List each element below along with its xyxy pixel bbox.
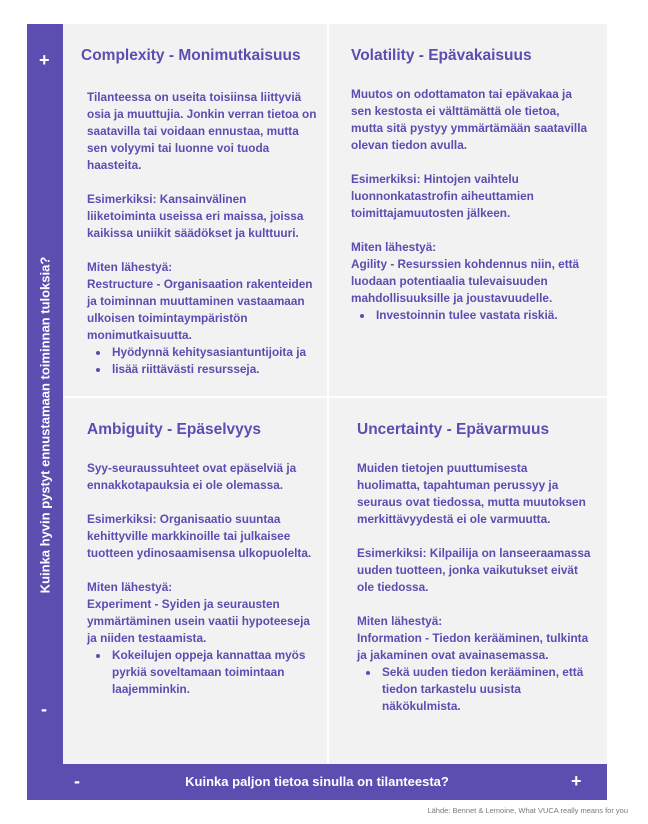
quadrant-description: Muiden tietojen puuttumisesta huolimatta, tapahtuman perussyy ja seuraus ovat tiedossa, mutta muutoksen merkittävyydestä ei ole varmuutta. (357, 461, 586, 526)
quadrant-volatility (329, 24, 607, 396)
approach-label: Miten lähestyä: (357, 614, 443, 628)
x-axis-minus: - (74, 771, 80, 791)
example-label: Esimerkiksi: (87, 512, 157, 526)
quadrant-title: Complexity - Monimutkaisuus (81, 47, 301, 64)
bullet-list (81, 344, 317, 378)
list-item: • Hyödynnä kehitysasiantuntijoita ja (110, 344, 317, 361)
example-label: Esimerkiksi: (87, 192, 157, 206)
quadrant-approach (81, 259, 317, 344)
bullet-list (87, 647, 317, 698)
list-item: • Sekä uuden tiedon kerääminen, että tiedon tarkastelu uusista näkökulmista. (380, 664, 593, 715)
quadrant-description: Syy-seuraussuhteet ovat epäselviä ja ennakkotapauksia ei ole olemassa. (87, 461, 297, 492)
quadrant-approach (87, 579, 317, 647)
quadrant-title: Uncertainty - Epävarmuus (357, 421, 550, 438)
quadrant-ambiguity (63, 398, 327, 764)
quadrant-description: Muutos on odottamaton tai epävakaa ja sen kestosta ei välttämättä ole tietoa, mutta sitä pystyy ymmärtämään saatavilla olevan tiedon avulla. (351, 87, 588, 152)
quadrant-description: Tilanteessa on useita toisiinsa liittyviä osia ja muuttujia. Jonkin verran tietoa on saatavilla tai voidaan ennustaa, mutta sen volyymi tai luonne voi tuoda haasteita. (87, 90, 317, 172)
x-axis-bar (27, 764, 607, 800)
x-axis-plus: + (571, 771, 582, 791)
example-label: Esimerkiksi: (357, 546, 427, 560)
quadrant-example (357, 545, 593, 596)
example-label: Esimerkiksi: (351, 172, 421, 186)
approach-text: Information - Tiedon kerääminen, tulkinta ja jakaminen ovat avainasemassa. (357, 631, 589, 662)
approach-label: Miten lähestyä: (87, 260, 173, 274)
source-citation: Lähde: Bennet & Lemoine, What VUCA really means for you (427, 806, 628, 815)
list-item: • Kokeilujen oppeja kannattaa myös pyrkiä soveltamaan toimintaan laajemminkin. (110, 647, 317, 698)
y-axis-label: Kuinka hyvin pystyt ennustamaan toiminnan tuloksia? (37, 256, 53, 594)
quadrant-title: Volatility - Epävakaisuus (351, 47, 532, 64)
example-text: Hintojen vaihtelu luonnonkatastrofin aiheuttamien toimittajamuutosten jälkeen. (351, 172, 534, 220)
quadrant-example (351, 171, 593, 222)
approach-label: Miten lähestyä: (87, 580, 173, 594)
approach-text: Agility - Resurssien kohdennus niin, että luodaan potentiaalia tulevaisuuden mahdollisuuksille ja joustavuudelle. (351, 257, 580, 305)
bullet-list (357, 664, 593, 715)
y-axis-plus: + (39, 50, 50, 70)
approach-label: Miten lähestyä: (351, 240, 437, 254)
approach-text: Experiment - Syiden ja seurausten ymmärtäminen usein vaatii hypoteeseja ja niiden testaamista. (87, 597, 310, 645)
quadrant-approach (357, 613, 593, 664)
approach-text: Restructure - Organisaation rakenteiden ja toiminnan muuttaminen vastaamaan ulkoisen toimintaympäristön monimutkaisuutta. (87, 277, 313, 342)
list-item: • lisää riittävästi resursseja. (110, 361, 317, 378)
example-text: Kilpailija on lanseeraamassa uuden tuotteen, jonka vaikutukset eivät ole tiedossa. (357, 546, 591, 594)
quadrant-approach (351, 239, 593, 307)
quadrant-uncertainty (329, 398, 607, 764)
y-axis-minus: - (41, 699, 47, 719)
quadrant-example (81, 191, 317, 242)
quadrant-title: Ambiguity - Epäselvyys (87, 421, 262, 438)
bullet-list (351, 307, 593, 324)
example-text: Organisaatio suuntaa kehittyville markkinoille tai julkaisee tuotteen ydinosaamisensa ulkopuolelta. (87, 512, 312, 560)
list-item: • Investoinnin tulee vastata riskiä. (374, 307, 593, 324)
x-axis-label: Kuinka paljon tietoa sinulla on tilanteesta? (185, 774, 449, 789)
example-text: Kansainvälinen liiketoiminta useissa eri maissa, joissa kaikissa uniikit säädökset ja kulttuuri. (87, 192, 304, 240)
quadrant-example (87, 511, 317, 562)
quadrant-complexity (63, 24, 327, 396)
